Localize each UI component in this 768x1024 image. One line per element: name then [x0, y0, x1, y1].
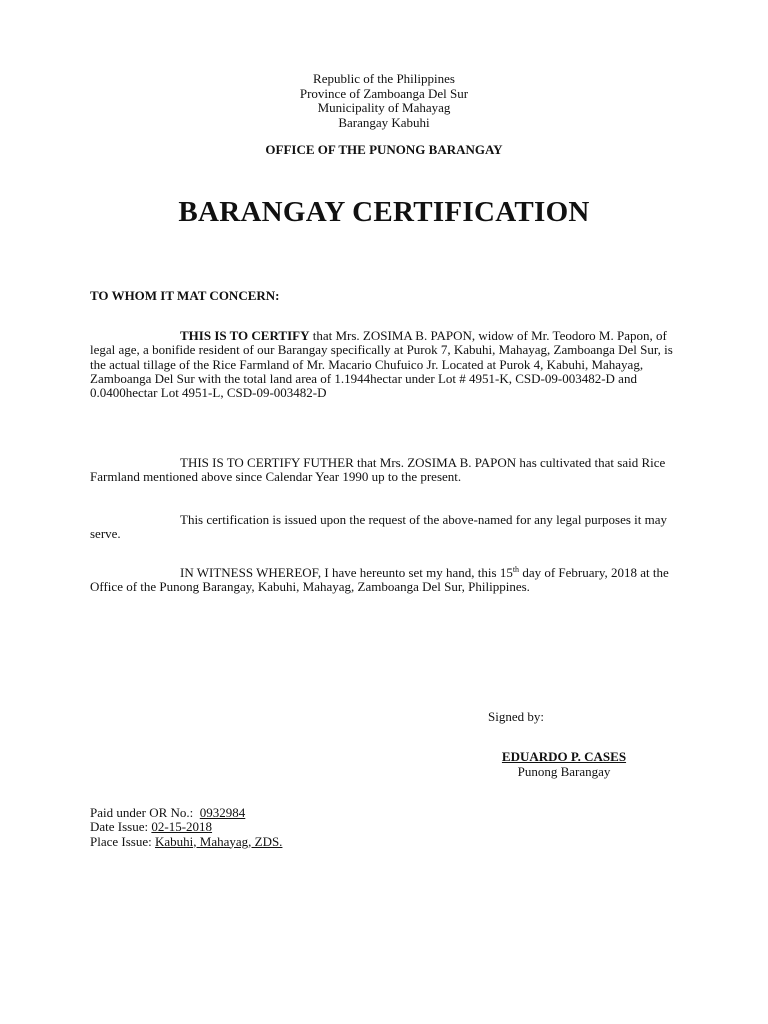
or-number-row [90, 806, 282, 820]
place-issue-value: Kabuhi, Mahayag, ZDS. [154, 833, 283, 849]
signatory-name: EDUARDO P. CASES [501, 749, 627, 764]
witness-text-before: IN WITNESS WHEREOF, I have hereunto set my hand, this 15 [180, 565, 513, 580]
witness-paragraph [90, 566, 682, 595]
signatory-position: Punong Barangay [517, 764, 611, 779]
or-number-label: Paid under OR No.: [90, 805, 194, 820]
letterhead-line-republic: Republic of the Philippines [313, 71, 455, 86]
signatory-block [450, 749, 678, 779]
letterhead-line-municipality: Municipality of Mahayag [317, 100, 451, 115]
document-title: BARANGAY CERTIFICATION [178, 196, 590, 228]
salutation: TO WHOM IT MAT CONCERN: [90, 288, 280, 303]
certification-paragraph [90, 329, 682, 400]
purpose-paragraph: This certification is issued upon the request of the above-named for any legal purposes it may serve. [90, 512, 667, 542]
further-certification-paragraph: THIS IS TO CERTIFY FUTHER that Mrs. ZOSIMA B. PAPON has cultivated that said Rice Farmland mentioned above since Calendar Year 1990 up to the present. [90, 455, 666, 485]
or-number-value: 0932984 [199, 805, 246, 820]
place-issue-label: Place Issue: [90, 833, 152, 849]
payment-details [90, 806, 282, 849]
witness-text-after: day of February, 2018 at the Office of the Punong Barangay, Kabuhi, Mahayag, Zamboanga Del Sur, Philippines. [90, 565, 669, 595]
signed-by-label: Signed by: [488, 709, 544, 724]
date-issue-label: Date Issue: [90, 819, 149, 835]
letterhead-line-barangay: Barangay Kabuhi [338, 114, 430, 130]
date-issue-row [90, 820, 282, 834]
letterhead-line-province: Province of Zamboanga Del Sur [299, 85, 469, 101]
certify-lead-text: THIS IS TO CERTIFY [180, 328, 310, 343]
day-ordinal-suffix: th [512, 565, 520, 574]
place-issue-row [90, 835, 282, 849]
office-heading: OFFICE OF THE PUNONG BARANGAY [265, 142, 503, 157]
letterhead [0, 72, 768, 130]
date-issue-value: 02-15-2018 [151, 819, 213, 835]
certify-body-text: that Mrs. ZOSIMA B. PAPON, widow of Mr. Teodoro M. Papon, of legal age, a bonifide resident of our Barangay specifically at Purok 7, Kabuhi, Mahayag, Zamboanga Del Sur, is the actual tillage of the Rice Farmland of Mr. Macario Chufuico Jr. Located at Purok 4, Kabuhi, Mahayag, Zamboanga Del Sur with the total land area of 1.1944hectar under Lot # 4951-K, CSD-09-003482-D and 0.0400hectar Lot 4951-L, CSD-09-003482-D [90, 328, 673, 401]
